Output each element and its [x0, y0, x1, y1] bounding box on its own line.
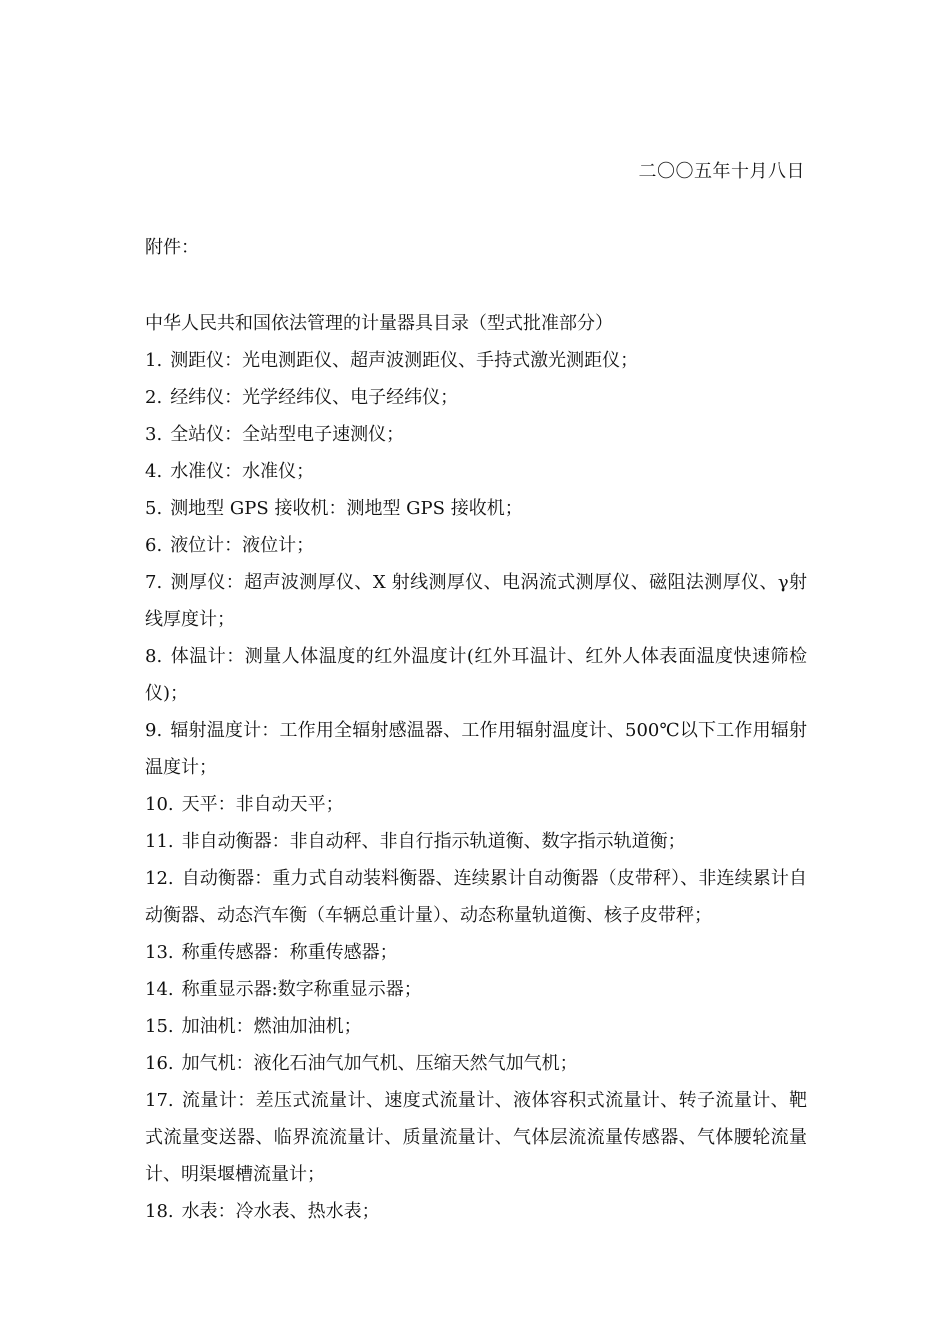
catalog-item-number: 7.	[145, 572, 163, 593]
catalog-item-6	[145, 527, 807, 564]
catalog-item-text: 流量计：差压式流量计、速度式流量计、液体容积式流量计、转子流量计、靶式流量变送器、临界流流量计、质量流量计、气体层流流量传感器、气体腰轮流量计、明渠堰槽流量计；	[145, 1090, 807, 1185]
catalog-item-2	[145, 379, 807, 416]
catalog-item-number: 16.	[145, 1053, 174, 1074]
catalog-item-number: 17.	[145, 1090, 174, 1111]
catalog-item-number: 4.	[145, 461, 163, 482]
catalog-item-number: 10.	[145, 794, 174, 815]
catalog-item-text: 天平：非自动天平；	[181, 794, 344, 815]
catalog-item-3	[145, 416, 807, 453]
catalog-item-text: 水表：冷水表、热水表；	[181, 1201, 380, 1222]
catalog-item-7	[145, 564, 807, 638]
catalog-item-text: 非自动衡器：非自动秤、非自行指示轨道衡、数字指示轨道衡；	[181, 831, 686, 852]
catalog-item-text: 水准仪：水准仪；	[170, 461, 315, 482]
document-date: 二〇〇五年十月八日	[638, 161, 805, 182]
catalog-title: 中华人民共和国依法管理的计量器具目录（型式批准部分）	[145, 313, 613, 334]
catalog-content	[145, 305, 807, 1230]
catalog-item-text: 加气机：液化石油气加气机、压缩天然气加气机；	[181, 1053, 578, 1074]
catalog-item-text: 称重显示器:数字称重显示器；	[181, 979, 422, 1000]
catalog-item-10	[145, 786, 807, 823]
catalog-item-1	[145, 342, 807, 379]
catalog-item-text: 全站仪：全站型电子速测仪；	[170, 424, 405, 445]
catalog-item-12	[145, 860, 807, 934]
catalog-item-13	[145, 934, 807, 971]
catalog-item-text: 测距仪：光电测距仪、超声波测距仪、手持式激光测距仪；	[170, 350, 639, 371]
catalog-item-text: 辐射温度计：工作用全辐射感温器、工作用辐射温度计、500℃以下工作用辐射温度计；	[145, 720, 807, 778]
catalog-item-16	[145, 1045, 807, 1082]
catalog-item-14	[145, 971, 807, 1008]
catalog-item-18	[145, 1193, 807, 1230]
catalog-item-text: 测厚仪：超声波测厚仪、X 射线测厚仪、电涡流式测厚仪、磁阻法测厚仪、γ射线厚度计；	[145, 572, 807, 630]
catalog-item-number: 15.	[145, 1016, 174, 1037]
catalog-item-11	[145, 823, 807, 860]
catalog-item-text: 液位计：液位计；	[170, 535, 315, 556]
catalog-item-number: 6.	[145, 535, 163, 556]
catalog-item-text: 自动衡器：重力式自动装料衡器、连续累计自动衡器（皮带秤）、非连续累计自动衡器、动态汽车衡（车辆总重计量）、动态称量轨道衡、核子皮带秤；	[145, 868, 807, 926]
catalog-item-4	[145, 453, 807, 490]
catalog-item-number: 5.	[145, 498, 163, 519]
catalog-item-15	[145, 1008, 807, 1045]
catalog-item-number: 18.	[145, 1201, 174, 1222]
catalog-item-5	[145, 490, 807, 527]
catalog-item-number: 13.	[145, 942, 174, 963]
catalog-item-text: 测地型 GPS 接收机：测地型 GPS 接收机；	[170, 498, 523, 519]
catalog-item-number: 3.	[145, 424, 163, 445]
catalog-item-number: 12.	[145, 868, 174, 889]
catalog-item-number: 8.	[145, 646, 163, 667]
catalog-item-number: 14.	[145, 979, 174, 1000]
catalog-item-number: 2.	[145, 387, 163, 408]
catalog-item-number: 9.	[145, 720, 163, 741]
catalog-item-17	[145, 1082, 807, 1193]
catalog-item-9	[145, 712, 807, 786]
catalog-item-text: 体温计：测量人体温度的红外温度计(红外耳温计、红外人体表面温度快速筛检仪)；	[145, 646, 807, 704]
catalog-item-number: 1.	[145, 350, 163, 371]
catalog-item-text: 经纬仪：光学经纬仪、电子经纬仪；	[170, 387, 459, 408]
catalog-item-8	[145, 638, 807, 712]
catalog-item-text: 称重传感器：称重传感器；	[181, 942, 398, 963]
attachment-label: 附件：	[145, 237, 199, 258]
catalog-item-number: 11.	[145, 831, 174, 852]
catalog-item-text: 加油机：燃油加油机；	[181, 1016, 362, 1037]
